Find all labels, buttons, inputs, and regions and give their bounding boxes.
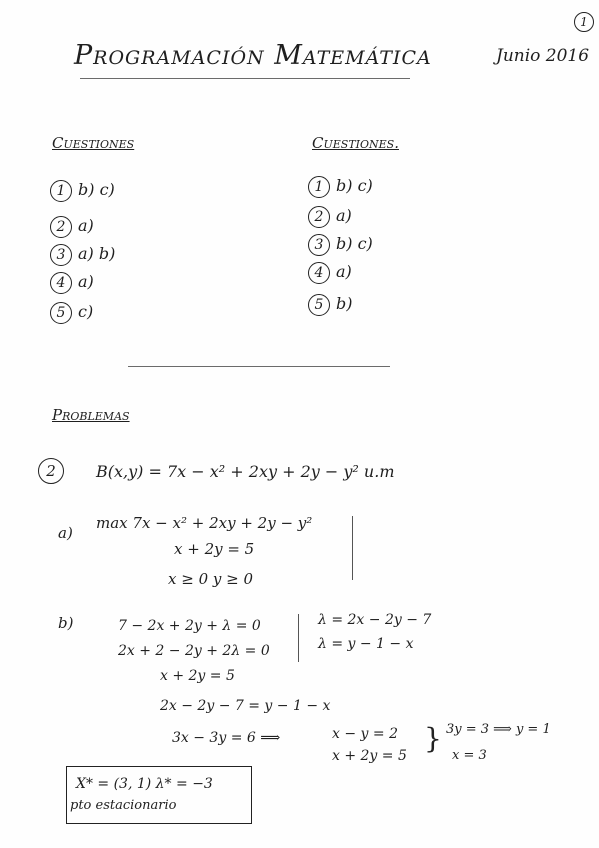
simplified-equation: 3x − 3y = 6 ⟹ bbox=[172, 730, 281, 746]
part-a-constraint-2: x ≥ 0 y ≥ 0 bbox=[168, 570, 253, 588]
cuestiones-left-heading: Cuestiones bbox=[52, 134, 135, 152]
problem-number: 2 bbox=[38, 458, 64, 484]
answer-text: a) bbox=[336, 206, 352, 225]
system-brace: } bbox=[424, 722, 442, 755]
part-a-label: a) bbox=[58, 524, 73, 542]
part-b-brace bbox=[298, 614, 299, 662]
answer-text: b) c) bbox=[336, 176, 373, 195]
cuestion-left-2 bbox=[50, 216, 94, 238]
answer-text: a) bbox=[336, 262, 352, 281]
question-number-circle: 1 bbox=[50, 180, 72, 202]
solution-x: x = 3 bbox=[452, 748, 487, 763]
system-equation-2: x + 2y = 5 bbox=[332, 748, 407, 764]
question-number-circle: 2 bbox=[50, 216, 72, 238]
answer-text: a) b) bbox=[78, 244, 116, 263]
page-title: Programación Matemática bbox=[74, 40, 432, 71]
substitution-equation: 2x − 2y − 7 = y − 1 − x bbox=[160, 698, 331, 714]
answer-text: a) bbox=[78, 216, 94, 235]
answer-text: b) c) bbox=[336, 234, 373, 253]
part-b-equation-1: 7 − 2x + 2y + λ = 0 bbox=[118, 618, 261, 634]
part-b-equation-2: 2x + 2 − 2y + 2λ = 0 bbox=[118, 643, 270, 659]
question-number-circle: 5 bbox=[308, 294, 330, 316]
cuestion-left-3 bbox=[50, 244, 115, 266]
answer-text: c) bbox=[78, 302, 94, 321]
solution-y: 3y = 3 ⟹ y = 1 bbox=[446, 722, 551, 737]
lambda-expression-2: λ = y − 1 − x bbox=[318, 636, 414, 652]
question-number-circle: 3 bbox=[308, 234, 330, 256]
cuestion-right-2 bbox=[308, 206, 352, 228]
system-equation-1: x − y = 2 bbox=[332, 726, 398, 742]
lambda-expression-1: λ = 2x − 2y − 7 bbox=[318, 612, 432, 628]
question-number-circle: 4 bbox=[50, 272, 72, 294]
part-b-label: b) bbox=[58, 614, 74, 632]
page-number: 1 bbox=[574, 12, 594, 32]
section-divider bbox=[128, 366, 390, 367]
question-number-circle: 2 bbox=[308, 206, 330, 228]
benefit-function: B(x,y) = 7x − x² + 2xy + 2y − y² u.m bbox=[96, 462, 395, 481]
problemas-heading: Problemas bbox=[52, 406, 130, 424]
part-b-equation-3: x + 2y = 5 bbox=[160, 668, 235, 684]
answer-text: a) bbox=[78, 272, 94, 291]
cuestiones-right-heading: Cuestiones. bbox=[312, 134, 399, 152]
part-a-objective: max 7x − x² + 2xy + 2y − y² bbox=[96, 514, 313, 532]
cuestion-right-1 bbox=[308, 176, 373, 198]
stationary-point-note: pto estacionario bbox=[70, 798, 177, 813]
stationary-point: X* = (3, 1) λ* = −3 bbox=[76, 776, 213, 792]
cuestion-right-3 bbox=[308, 234, 373, 256]
question-number-circle: 1 bbox=[308, 176, 330, 198]
cuestion-right-4 bbox=[308, 262, 352, 284]
question-number-circle: 5 bbox=[50, 302, 72, 324]
cuestion-left-4 bbox=[50, 272, 94, 294]
cuestion-left-5 bbox=[50, 302, 93, 324]
part-a-brace bbox=[352, 516, 353, 580]
answer-text: b) c) bbox=[78, 180, 115, 199]
title-underline bbox=[80, 78, 410, 79]
cuestion-left-1 bbox=[50, 180, 115, 202]
question-number-circle: 3 bbox=[50, 244, 72, 266]
answer-text: b) bbox=[336, 294, 353, 313]
cuestion-right-5 bbox=[308, 294, 352, 316]
part-a-constraint-1: x + 2y = 5 bbox=[174, 540, 255, 558]
question-number-circle: 4 bbox=[308, 262, 330, 284]
exam-date: Junio 2016 bbox=[496, 46, 590, 66]
result-box bbox=[66, 766, 252, 824]
